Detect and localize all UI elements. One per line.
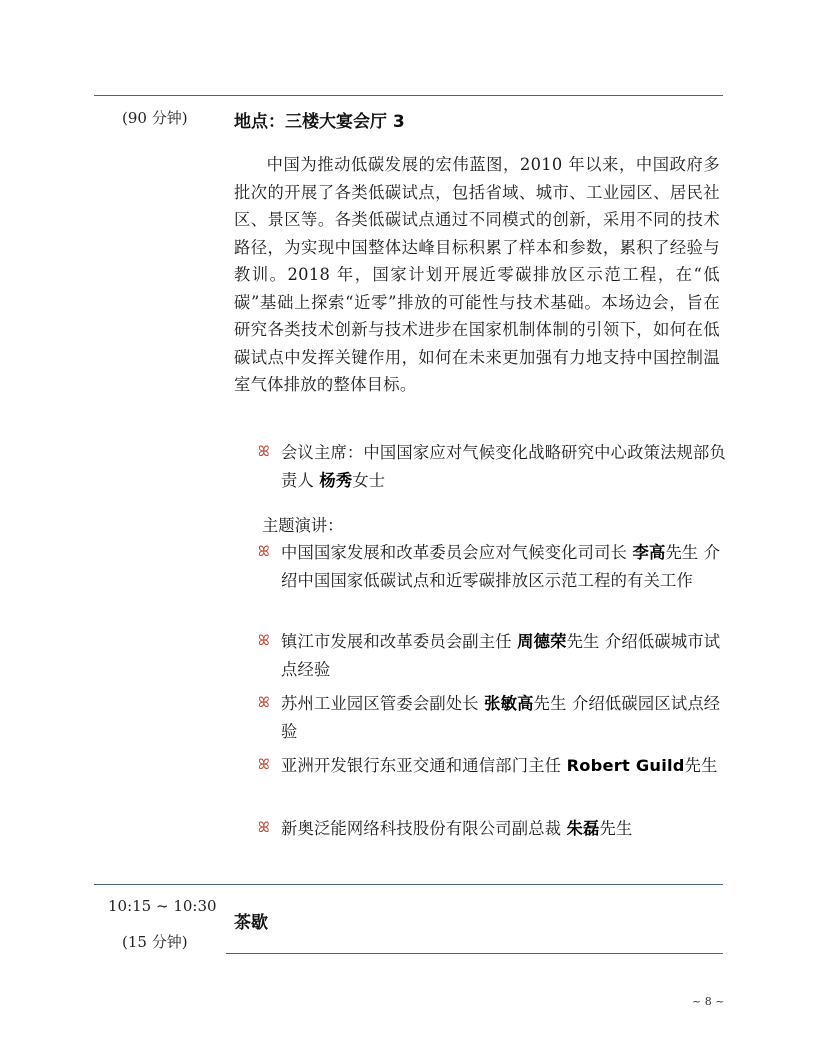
speaker-item bbox=[258, 690, 728, 745]
speaker-topic: 先生 介绍低碳园区试点经验 bbox=[281, 694, 721, 741]
break-time: 10:15 ~ 10:30 bbox=[108, 897, 217, 915]
speaker-name: 周德荣 bbox=[517, 632, 567, 651]
speaker-role: 新奥泛能网络科技股份有限公司副总裁 bbox=[281, 819, 567, 838]
speakers-label: 主题演讲： bbox=[262, 516, 344, 535]
chair-role: 会议主席：中国国家应对气候变化战略研究中心政策法规部负责人 bbox=[281, 443, 726, 490]
speaker-topic: 先生 介绍低碳城市试点经验 bbox=[281, 632, 721, 679]
speaker-role: 苏州工业园区管委会副处长 bbox=[281, 694, 485, 713]
chair-title: 女士 bbox=[352, 470, 386, 490]
speaker-role: 亚洲开发银行东亚交通和通信部门主任 bbox=[281, 756, 567, 775]
chair-name: 杨秀 bbox=[319, 470, 353, 490]
middle-divider bbox=[94, 884, 723, 885]
break-duration: (15 分钟) bbox=[122, 933, 188, 951]
speaker-item bbox=[258, 815, 728, 843]
bullet-icon: ꕤ bbox=[258, 544, 270, 560]
bullet-icon: ꕤ bbox=[258, 633, 270, 649]
speaker-role: 中国国家发展和改革委员会应对气候变化司司长 bbox=[281, 543, 633, 562]
speaker-role: 镇江市发展和改革委员会副主任 bbox=[281, 632, 518, 651]
speaker-item bbox=[258, 539, 728, 594]
bullet-icon: ꕤ bbox=[258, 820, 270, 836]
bullet-icon: ꕤ bbox=[258, 757, 270, 773]
bottom-divider bbox=[226, 953, 723, 954]
speaker-name: 朱磊 bbox=[566, 819, 600, 838]
speaker-name: 张敏高 bbox=[484, 694, 534, 713]
speaker-item bbox=[258, 752, 728, 780]
speaker-topic: 先生 bbox=[684, 756, 718, 775]
bullet-icon: ꕤ bbox=[258, 444, 270, 460]
session-duration: (90 分钟) bbox=[122, 109, 188, 127]
speaker-topic: 先生 bbox=[599, 819, 633, 838]
break-title: 茶歇 bbox=[234, 913, 268, 933]
speaker-name: Robert Guild bbox=[566, 756, 685, 775]
speaker-topic: 先生 介绍中国国家低碳试点和近零碳排放区示范工程的有关工作 bbox=[281, 543, 721, 590]
session-intro: 中国为推动低碳发展的宏伟蓝图，2010 年以来，中国政府多批次的开展了各类低碳试点，包括省域、城市、工业园区、居民社区、景区等。各类低碳试点通过不同模式的创新，采用不同的技术路径，为实现中国整体达峰目标积累了样本和参数，累积了经验与教训。2018 年，国家计划开展近零碳排放区示范工程，在“低碳”基础上探索“近零”排放的可能性与技术基础。本场边会，旨在研究各类技术创新与技术进步在国家机制体制的引领下，如何在低碳试点中发挥关键作用，如何在未来更加强有力地支持中国控制温室气体排放的整体目标。 bbox=[234, 155, 720, 394]
bullet-icon: ꕤ bbox=[258, 695, 270, 711]
top-divider bbox=[94, 95, 723, 96]
speaker-item bbox=[258, 628, 728, 683]
speaker-name: 李高 bbox=[632, 543, 666, 562]
page-number: ~ 8 ~ bbox=[692, 995, 725, 1008]
chair-item bbox=[258, 439, 728, 494]
session-venue: 地点：三楼大宴会厅 3 bbox=[234, 112, 405, 132]
